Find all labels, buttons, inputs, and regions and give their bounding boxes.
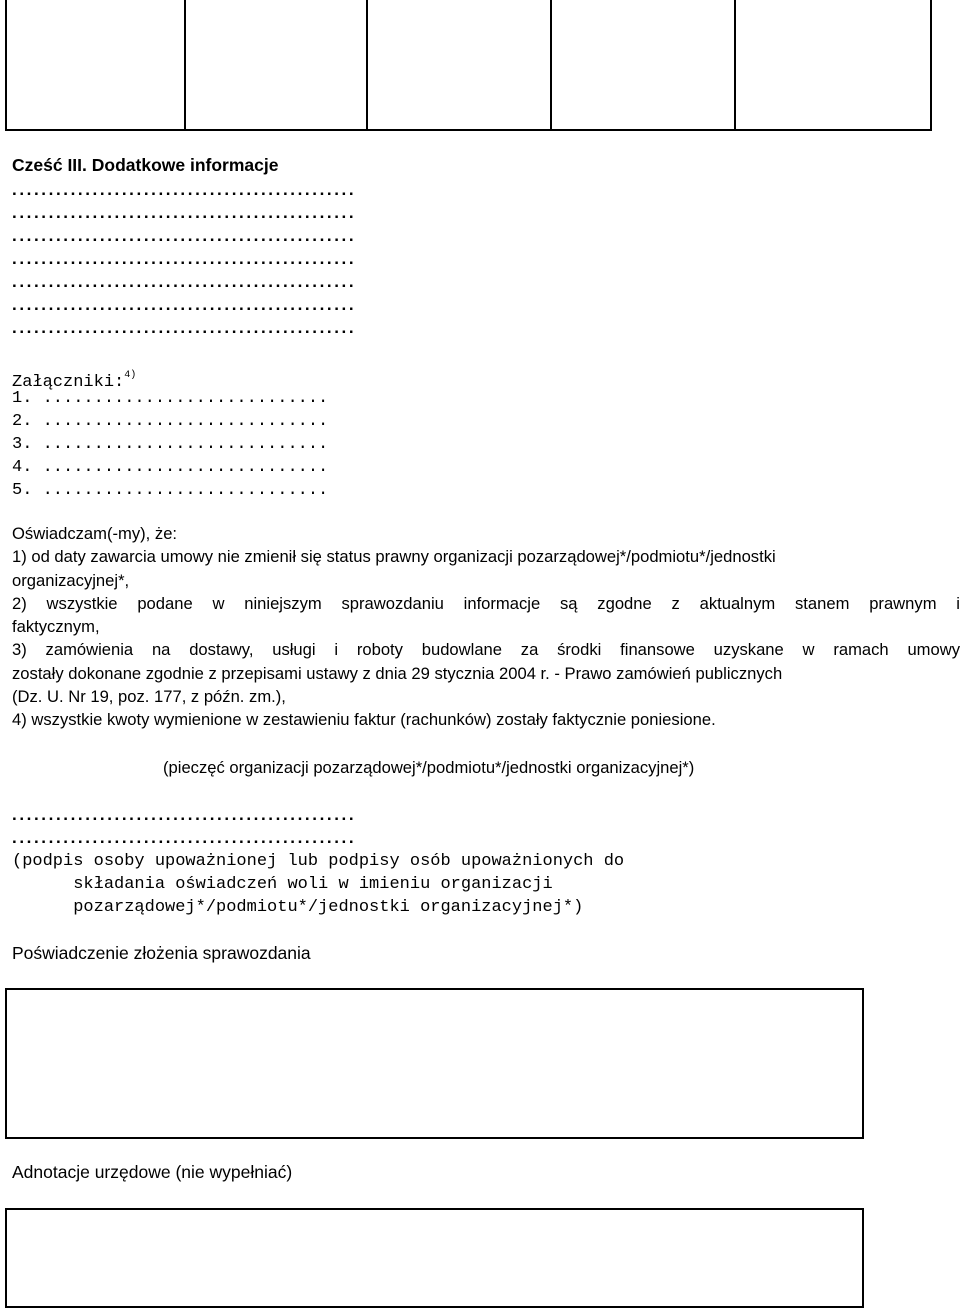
declaration-line: 2) wszystkie podane w niniejszym sprawozdaniu informacje są zgodne z aktualnym stanem prawnym i: [12, 593, 960, 613]
dotted-line: ...............................................: [12, 318, 357, 337]
table-divider: [366, 0, 368, 129]
signature-caption-line: pozarządowej*/podmiotu*/jednostki organizacyjnej*): [12, 898, 584, 917]
attachment-item: 1. ............................: [12, 389, 329, 408]
dotted-line: ...............................................: [12, 295, 357, 314]
dotted-line: ...............................................: [12, 203, 357, 222]
attachment-item: 3. ............................: [12, 435, 329, 454]
dotted-line: ...............................................: [12, 272, 357, 291]
attachment-item: 4. ............................: [12, 458, 329, 477]
attachments-label-text: Załączniki:: [12, 373, 125, 392]
declaration-line: zostały dokonane zgodnie z przepisami ustawy z dnia 29 stycznia 2004 r. - Prawo zamówień publicznych: [12, 663, 783, 683]
signature-dotted-line: ...............................................: [12, 805, 357, 824]
dotted-line: ...............................................: [12, 180, 357, 199]
table-divider: [184, 0, 186, 129]
stamp-caption: (pieczęć organizacji pozarządowej*/podmiotu*/jednostki organizacyjnej*): [163, 758, 695, 777]
receipt-box: [5, 988, 864, 1139]
footnote-marker: 4): [124, 370, 137, 381]
signature-caption-line: składania oświadczeń woli w imieniu organizacji: [12, 875, 553, 894]
declaration-line: 4) wszystkie kwoty wymienione w zestawieniu faktur (rachunków) zostały faktycznie poniesione.: [12, 710, 716, 730]
declaration-intro: Oświadczam(-my), że:: [12, 524, 178, 543]
signature-caption-line: (podpis osoby upoważnionej lub podpisy osób upoważnionych do: [12, 852, 625, 871]
receipt-title: Poświadczenie złożenia sprawozdania: [12, 943, 311, 963]
dotted-line: ...............................................: [12, 226, 357, 245]
declaration: [12, 522, 960, 732]
declaration-line: 3) zamówienia na dostawy, usługi i roboty budowlane za środki finansowe uzyskane w ramach umowy: [12, 640, 960, 660]
attachment-item: 5. ............................: [12, 481, 329, 500]
attachment-item: 2. ............................: [12, 412, 329, 431]
declaration-line: faktycznym,: [12, 617, 100, 637]
dotted-line: ...............................................: [12, 249, 357, 268]
signature-dotted-line: ...............................................: [12, 828, 357, 847]
table-divider: [550, 0, 552, 129]
declaration-line: organizacyjnej*,: [12, 570, 130, 590]
official-notes-box: [5, 1208, 864, 1308]
declaration-line: 1) od daty zawarcia umowy nie zmienił się status prawny organizacji pozarządowej*/podmiotu*/jednostki: [12, 547, 776, 567]
section-title: Cześć III. Dodatkowe informacje: [12, 155, 279, 175]
declaration-line: (Dz. U. Nr 19, poz. 177, z późn. zm.),: [12, 687, 286, 707]
official-notes-title: Adnotacje urzędowe (nie wypełniać): [12, 1162, 293, 1182]
table-divider: [734, 0, 736, 129]
top-table-grid: [5, 0, 932, 131]
